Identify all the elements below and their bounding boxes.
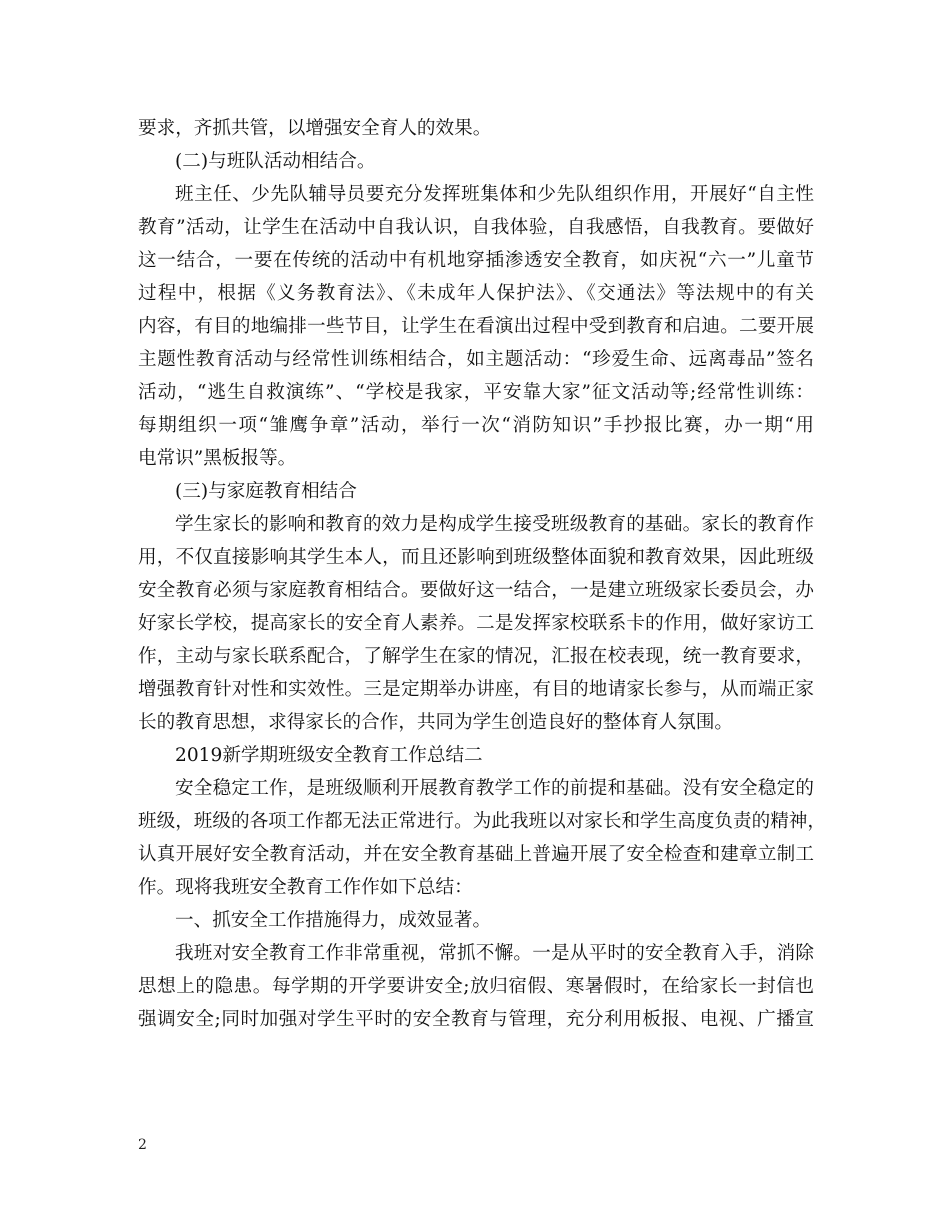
text-line: 长的教育思想，求得家长的合作，共同为学生创造良好的整体育人氛围。 bbox=[138, 712, 734, 733]
text-line: 活动，“逃生自救演练”、“学校是我家，平安靠大家”征文活动等;经常性训练： bbox=[138, 382, 814, 403]
text-line: 一、抓安全工作措施得力，成效显著。 bbox=[175, 910, 492, 931]
text-line: 我班对安全教育工作非常重视，常抓不懈。一是从平时的安全教育入手，消除 bbox=[175, 943, 814, 964]
text-line: 班主任、少先队辅导员要充分发挥班集体和少先队组织作用，开展好“自主性 bbox=[175, 184, 814, 205]
text-line: 这一结合，一要在传统的活动中有机地穿插渗透安全教育，如庆祝“六一”儿童节 bbox=[138, 250, 814, 271]
page-number: 2 bbox=[138, 1137, 147, 1153]
text-line: 思想上的隐患。每学期的开学要讲安全;放归宿假、寒暑假时，在给家长一封信也 bbox=[138, 976, 814, 997]
text-line: 学生家长的影响和教育的效力是构成学生接受班级教育的基础。家长的教育作 bbox=[175, 514, 814, 535]
text-line: 作，主动与家长联系配合，了解学生在家的情况，汇报在校表现，统一教育要求， bbox=[138, 646, 814, 667]
text-line: 要求，齐抓共管，以增强安全育人的效果。 bbox=[138, 118, 492, 139]
text-line: 每期组织一项“雏鹰争章”活动，举行一次“消防知识”手抄报比赛，办一期“用 bbox=[138, 415, 814, 436]
text-line: 过程中，根据《义务教育法》、《未成年人保护法》、《交通法》等法规中的有关 bbox=[138, 283, 814, 304]
text-line: 安全稳定工作，是班级顺利开展教育教学工作的前提和基础。没有安全稳定的 bbox=[175, 778, 814, 799]
text-line: 认真开展好安全教育活动，并在安全教育基础上普遍开展了安全检查和建章立制工 bbox=[138, 844, 814, 865]
text-line: 增强教育针对性和实效性。三是定期举办讲座，有目的地请家长参与，从而端正家 bbox=[138, 679, 814, 700]
text-line: (二)与班队活动相结合。 bbox=[175, 151, 376, 172]
text-line: (三)与家庭教育相结合 bbox=[175, 481, 357, 502]
text-line: 内容，有目的地编排一些节目，让学生在看演出过程中受到教育和启迪。二要开展 bbox=[138, 316, 814, 337]
text-line: 强调安全;同时加强对学生平时的安全教育与管理，充分利用板报、电视、广播宣 bbox=[138, 1009, 814, 1030]
text-line: 作。现将我班安全教育工作作如下总结： bbox=[138, 877, 473, 898]
text-line: 安全教育必须与家庭教育相结合。要做好这一结合，一是建立班级家长委员会，办 bbox=[138, 580, 814, 601]
text-line: 主题性教育活动与经常性训练相结合，如主题活动：“珍爱生命、远离毒品”签名 bbox=[138, 349, 814, 370]
text-line: 教育”活动，让学生在活动中自我认识，自我体验，自我感悟，自我教育。要做好 bbox=[138, 217, 814, 238]
text-line: 班级，班级的各项工作都无法正常进行。为此我班以对家长和学生高度负责的精神， bbox=[138, 811, 826, 832]
text-line: 好家长学校，提高家长的安全育人素养。二是发挥家校联系卡的作用，做好家访工 bbox=[138, 613, 814, 634]
text-line: 2019新学期班级安全教育工作总结二 bbox=[175, 745, 483, 766]
document-body bbox=[138, 112, 826, 1036]
text-line: 电常识”黑板报等。 bbox=[138, 448, 297, 469]
text-line: 用，不仅直接影响其学生本人，而且还影响到班级整体面貌和教育效果，因此班级 bbox=[138, 547, 814, 568]
